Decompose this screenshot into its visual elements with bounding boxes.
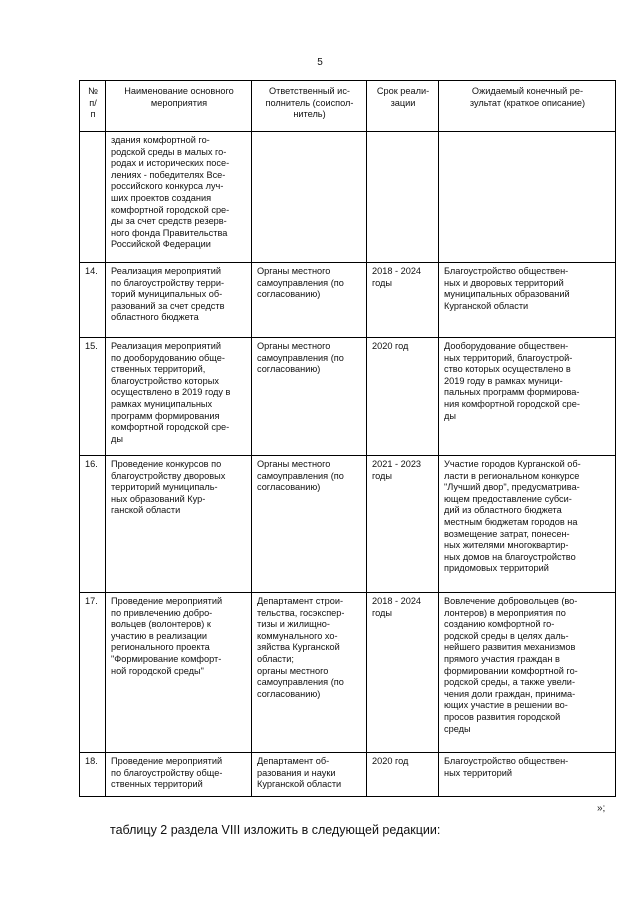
row-term: 2020 год	[367, 338, 439, 456]
closing-quote: »;	[597, 803, 606, 814]
row-name: Проведение мероприятий по благоустройству обще- ственных территорий	[106, 753, 252, 797]
row-result: Дооборудование обществен- ных территорий, благоустрой- ство которых осуществлено в 2019 году в рамках муници- пальных программ формирова- ния комфортной городской сре- ды	[439, 338, 616, 456]
table-row	[80, 753, 616, 797]
row-responsible	[252, 132, 367, 263]
table-row	[80, 338, 616, 456]
table-row	[80, 132, 616, 263]
row-num: 15.	[80, 338, 106, 456]
header-name: Наименование основного мероприятия	[106, 81, 252, 132]
row-name: Проведение конкурсов по благоустройству дворовых территорий муниципаль- ных образований Кур- ганской области	[106, 456, 252, 593]
page-number: 5	[317, 57, 323, 68]
header-num: № п/ п	[80, 81, 106, 132]
row-term	[367, 132, 439, 263]
table-header-row	[80, 81, 616, 132]
amendment-instruction: таблицу 2 раздела VIII изложить в следующей редакции:	[110, 823, 441, 837]
row-result	[439, 132, 616, 263]
row-num: 18.	[80, 753, 106, 797]
row-term: 2018 - 2024 годы	[367, 593, 439, 753]
row-responsible: Департамент строи- тельства, госэкспер- тизы и жилищно- коммунального хо- зяйства Курганской области; органы местного самоуправления (по согласованию)	[252, 593, 367, 753]
row-name: Проведение мероприятий по привлечению добро- вольцев (волонтеров) к участию в реализации регионального проекта "Формирование комфорт- ной городской среды"	[106, 593, 252, 753]
row-term: 2018 - 2024 годы	[367, 263, 439, 338]
table-row	[80, 593, 616, 753]
row-num: 14.	[80, 263, 106, 338]
header-responsible: Ответственный ис- полнитель (соиспол- нитель)	[252, 81, 367, 132]
table-row	[80, 456, 616, 593]
row-result: Вовлечение добровольцев (во- лонтеров) в мероприятия по созданию комфортной го- родской среды в целях даль- нейшего развития механизмов прямого участия граждан в формировании комфортной го- родской среды, а также увели- чения доли граждан, принима- ющих участие в решении во- просов развития городской среды	[439, 593, 616, 753]
row-name: Реализация мероприятий по благоустройству терри- торий муниципальных об- разований за счет средств областного бюджета	[106, 263, 252, 338]
row-result: Благоустройство обществен- ных и дворовых территорий муниципальных образований Курганской области	[439, 263, 616, 338]
row-term: 2020 год	[367, 753, 439, 797]
row-num: 17.	[80, 593, 106, 753]
row-responsible: Департамент об- разования и науки Курганской области	[252, 753, 367, 797]
row-num: 16.	[80, 456, 106, 593]
row-name: здания комфортной го- родской среды в малых го- родах и исторических посе- лениях - победителях Все- российского конкурса луч- ших проектов создания комфортной городской сре- ды за счет средств резерв- ного фонда Правительства Российской Федерации	[106, 132, 252, 263]
header-term: Срок реали- зации	[367, 81, 439, 132]
row-name: Реализация мероприятий по дооборудованию обще- ственных территорий, благоустройство которых осуществлено в 2019 году в рамках муниципальных программ формирования комфортной городской сре- ды	[106, 338, 252, 456]
row-result: Участие городов Курганской об- ласти в региональном конкурсе "Лучший двор", предусматрива- ющем предоставление субси- дий из областного бюджета местным бюджетам городов на возмещение затрат, понесен- ных жителями многоквартир- ных домов на благоустройство придомовых территорий	[439, 456, 616, 593]
measures-table	[79, 80, 616, 797]
header-result: Ожидаемый конечный ре- зультат (краткое описание)	[439, 81, 616, 132]
row-responsible: Органы местного самоуправления (по согласованию)	[252, 456, 367, 593]
row-responsible: Органы местного самоуправления (по согласованию)	[252, 338, 367, 456]
table-row	[80, 263, 616, 338]
row-responsible: Органы местного самоуправления (по согласованию)	[252, 263, 367, 338]
row-term: 2021 - 2023 годы	[367, 456, 439, 593]
row-result: Благоустройство обществен- ных территорий	[439, 753, 616, 797]
row-num	[80, 132, 106, 263]
